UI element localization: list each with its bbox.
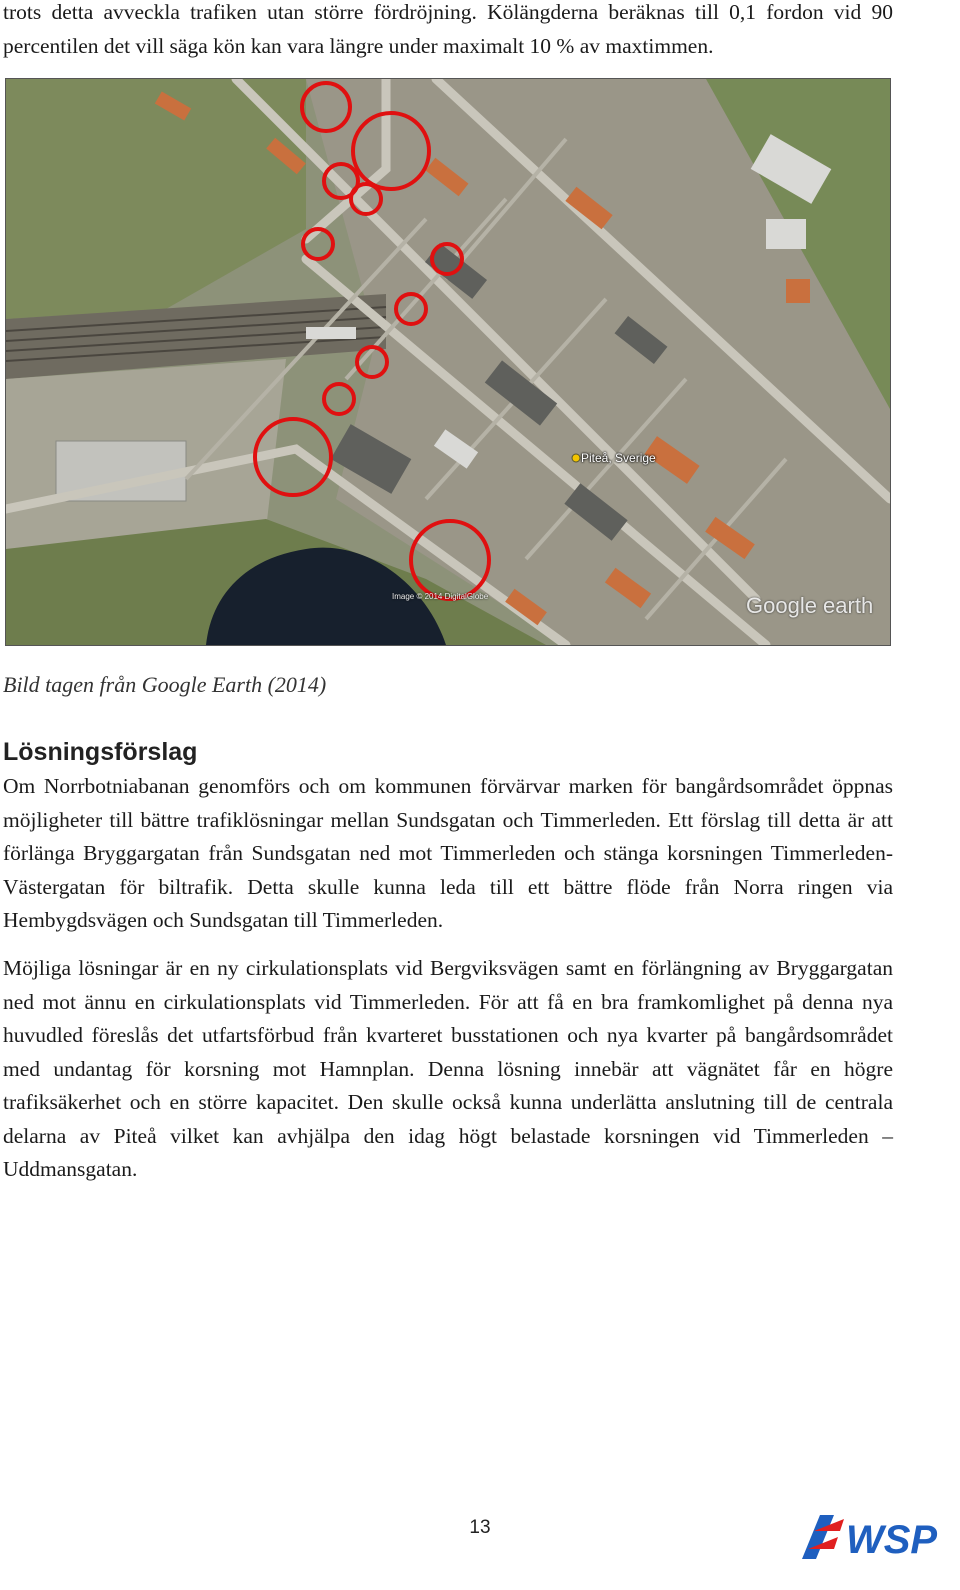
- wsp-logo-text: WSP: [846, 1518, 938, 1562]
- section-heading: Lösningsförslag: [3, 738, 198, 766]
- aerial-map-image: [5, 78, 891, 646]
- place-pin-icon: [572, 454, 580, 462]
- map-attribution: Image © 2014 DigitalGlobe: [392, 592, 489, 601]
- page-number: 13: [469, 1517, 491, 1538]
- intro-paragraph: trots detta avveckla trafiken utan större fördröjning. Kölängderna beräknas till 0,1 fordon vid 90 percentilen det vill säga kön kan vara längre under maximalt 10 % av maxtimmen.: [3, 0, 893, 58]
- map-place-label: Piteå, Sverige: [581, 451, 656, 465]
- image-caption: Bild tagen från Google Earth (2014): [3, 672, 327, 697]
- google-earth-watermark: Google earth: [746, 593, 874, 618]
- wsp-logo: [800, 1509, 948, 1568]
- body-paragraph-2: Möjliga lösningar är en ny cirkulationsplats vid Bergviksvägen samt en förlängning av Bryggargatan ned mot ännu en cirkulationsplats vid Timmerleden. För att få en bra framkomlighet på denna nya huvudled föreslås det utfartsförbud från kvarteret busstationen och nya kvarter på bangårdsområdet med undantag för korsning mot Hamnplan. Denna lösning innebär att vägnätet får en högre trafiksäkerhet och en större kapacitet. Den skulle också kunna underlätta anslutning till de centrala delarna av Piteå vilket kan avhjälpa den idag högt belastade korsningen vid Timmerleden – Uddmansgatan.: [3, 956, 893, 1181]
- body-paragraph-1: Om Norrbotniabanan genomförs och om kommunen förvärvar marken för bangårdsområdet öppnas möjligheter till bättre trafiklösningar mellan Sundsgatan och Timmerleden. Ett förslag till detta är att förlänga Bryggargatan från Sundsgatan ned mot Timmerleden och stänga korsningen Timmerleden-Västergatan för biltrafik. Detta skulle kunna leda till ett bättre flöde från Norra ringen via Hembygdsvägen och Sundsgatan till Timmerleden.: [3, 774, 893, 932]
